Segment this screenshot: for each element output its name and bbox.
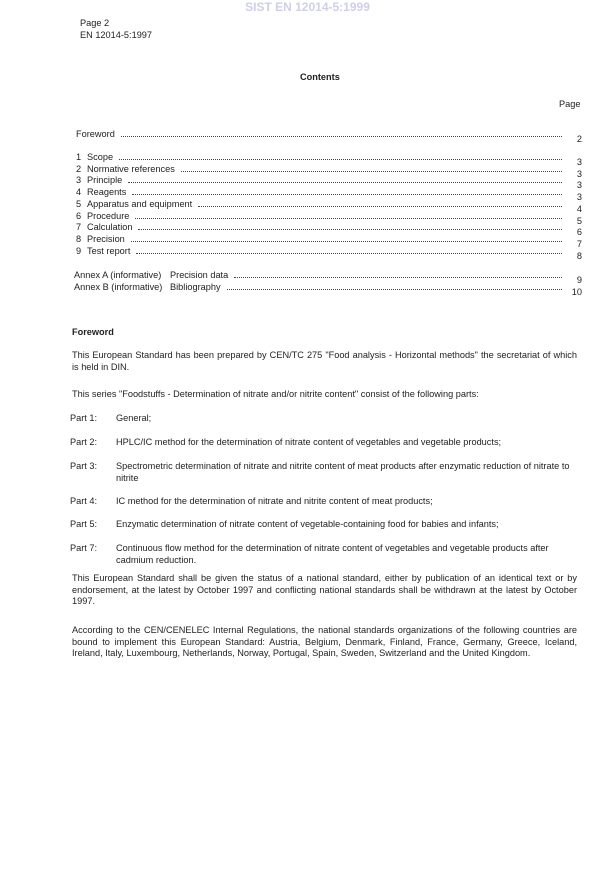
part-item bbox=[70, 413, 580, 425]
toc-number: 1 bbox=[76, 152, 82, 162]
toc-page: 6 bbox=[576, 227, 582, 238]
foreword-paragraph-4: According to the CEN/CENELEC Internal Regulations, the national standards organizations of the following countries are bound to implement this European Standard: Austria, Belgium, Denmark, Finland, France, Germany, Greece, Iceland, Ireland, Italy, Luxembourg, Netherlands, Norway, Portugal, Spain, Sweden, Switzerland and the United Kingdom. bbox=[72, 625, 577, 659]
dot-leader bbox=[132, 194, 562, 195]
toc-number: 6 bbox=[76, 210, 82, 221]
toc-label: Reagents bbox=[87, 187, 127, 198]
toc-page: 9 bbox=[576, 275, 582, 285]
toc-item[interactable] bbox=[76, 162, 582, 179]
part-label: Part 3: bbox=[70, 461, 98, 471]
toc-label: Procedure bbox=[87, 210, 130, 221]
foreword-paragraph-1: This European Standard has been prepared by CEN/TC 275 "Food analysis - Horizontal methods" the secretariat of which is held in DIN. bbox=[72, 350, 577, 372]
part-item bbox=[70, 437, 580, 449]
toc-label: Apparatus and equipment bbox=[87, 198, 193, 209]
part-text: Continuous flow method for the determination of nitrate content of vegetables and vegetable products after cadmium reduction. bbox=[116, 543, 549, 565]
toc-item[interactable] bbox=[76, 220, 582, 238]
dot-leader bbox=[131, 241, 562, 242]
page-column-label: Page bbox=[559, 99, 581, 109]
toc-number: 8 bbox=[76, 233, 82, 244]
toc-number: 7 bbox=[76, 222, 82, 233]
foreword-paragraph-3: This European Standard shall be given the status of a national standard, either by publication of an identical text or by endorsement, at the latest by October 1997 and conflicting national standards shall be withdrawn at the latest by October 1997. bbox=[72, 573, 577, 607]
toc-label: Calculation bbox=[87, 222, 133, 233]
toc-page: 5 bbox=[576, 215, 582, 226]
toc-label: Foreword bbox=[76, 129, 115, 139]
standard-id: EN 12014-5:1997 bbox=[80, 30, 153, 40]
toc-page: 3 bbox=[576, 192, 582, 203]
dot-leader bbox=[198, 206, 562, 207]
foreword-paragraph-2: This series "Foodstuffs - Determination of nitrate and/or nitrite content" consist of the following parts: bbox=[72, 389, 479, 399]
toc-page: 8 bbox=[576, 250, 582, 261]
part-label: Part 7: bbox=[70, 543, 98, 553]
toc-page: 3 bbox=[576, 180, 582, 191]
toc-page: 2 bbox=[576, 134, 582, 144]
annex-title: Bibliography bbox=[170, 282, 221, 292]
part-item bbox=[70, 496, 580, 508]
toc-item[interactable] bbox=[76, 197, 582, 214]
toc-number: 5 bbox=[76, 198, 82, 209]
toc-number: 2 bbox=[76, 163, 82, 174]
toc-label: Scope bbox=[87, 152, 114, 162]
part-item bbox=[70, 519, 580, 531]
part-text: Enzymatic determination of nitrate content of vegetable-containing food for babies and infants; bbox=[116, 519, 499, 529]
toc-item[interactable] bbox=[76, 209, 582, 226]
dot-leader bbox=[234, 277, 562, 278]
dot-leader bbox=[227, 289, 562, 290]
foreword-heading: Foreword bbox=[72, 327, 114, 337]
toc-label: Precision bbox=[87, 233, 125, 244]
dot-leader bbox=[138, 229, 562, 230]
toc-label: Principle bbox=[87, 175, 123, 186]
annex-label: Annex A (informative) bbox=[74, 270, 162, 280]
part-label: Part 4: bbox=[70, 496, 98, 506]
toc-page: 4 bbox=[576, 203, 582, 214]
page-number: Page 2 bbox=[80, 18, 110, 28]
dot-leader bbox=[135, 218, 562, 219]
toc-annex-a[interactable] bbox=[74, 268, 582, 285]
annex-label: Annex B (informative) bbox=[74, 282, 163, 292]
contents-title: Contents bbox=[300, 72, 340, 82]
dot-leader bbox=[136, 253, 562, 254]
part-text: Spectrometric determination of nitrate and nitrite content of meat products after enzymatic reduction of nitrate to nitrite bbox=[116, 461, 570, 483]
part-label: Part 2: bbox=[70, 437, 98, 447]
part-text: HPLC/IC method for the determination of nitrate content of vegetables and vegetable products; bbox=[116, 437, 502, 447]
part-text: IC method for the determination of nitrate and nitrite content of meat products; bbox=[116, 496, 433, 506]
part-label: Part 5: bbox=[70, 519, 98, 529]
toc-number: 9 bbox=[76, 245, 82, 256]
toc-item[interactable] bbox=[76, 150, 582, 167]
toc-label: Test report bbox=[87, 245, 131, 256]
dot-leader bbox=[181, 171, 562, 172]
dot-leader bbox=[128, 182, 562, 183]
toc-page: 7 bbox=[576, 238, 582, 249]
toc-page: 10 bbox=[571, 287, 582, 297]
toc-annex-b[interactable] bbox=[74, 280, 582, 297]
part-text: General; bbox=[116, 413, 152, 423]
dot-leader bbox=[119, 159, 562, 160]
annex-title: Precision data bbox=[170, 270, 229, 280]
part-item bbox=[70, 543, 580, 566]
toc-page: 3 bbox=[576, 168, 582, 179]
part-label: Part 1: bbox=[70, 413, 98, 423]
toc-page: 3 bbox=[576, 157, 582, 167]
watermark: SIST EN 12014-5:1999 bbox=[245, 0, 370, 14]
toc-item[interactable] bbox=[76, 173, 582, 191]
toc-number: 3 bbox=[76, 175, 82, 186]
toc-foreword[interactable] bbox=[76, 127, 582, 144]
toc-item[interactable] bbox=[76, 185, 582, 203]
toc-label: Normative references bbox=[87, 163, 175, 174]
toc-number: 4 bbox=[76, 187, 82, 198]
part-item bbox=[70, 461, 580, 484]
dot-leader bbox=[121, 136, 562, 137]
toc-item[interactable] bbox=[76, 244, 582, 261]
toc-item[interactable] bbox=[76, 232, 582, 249]
